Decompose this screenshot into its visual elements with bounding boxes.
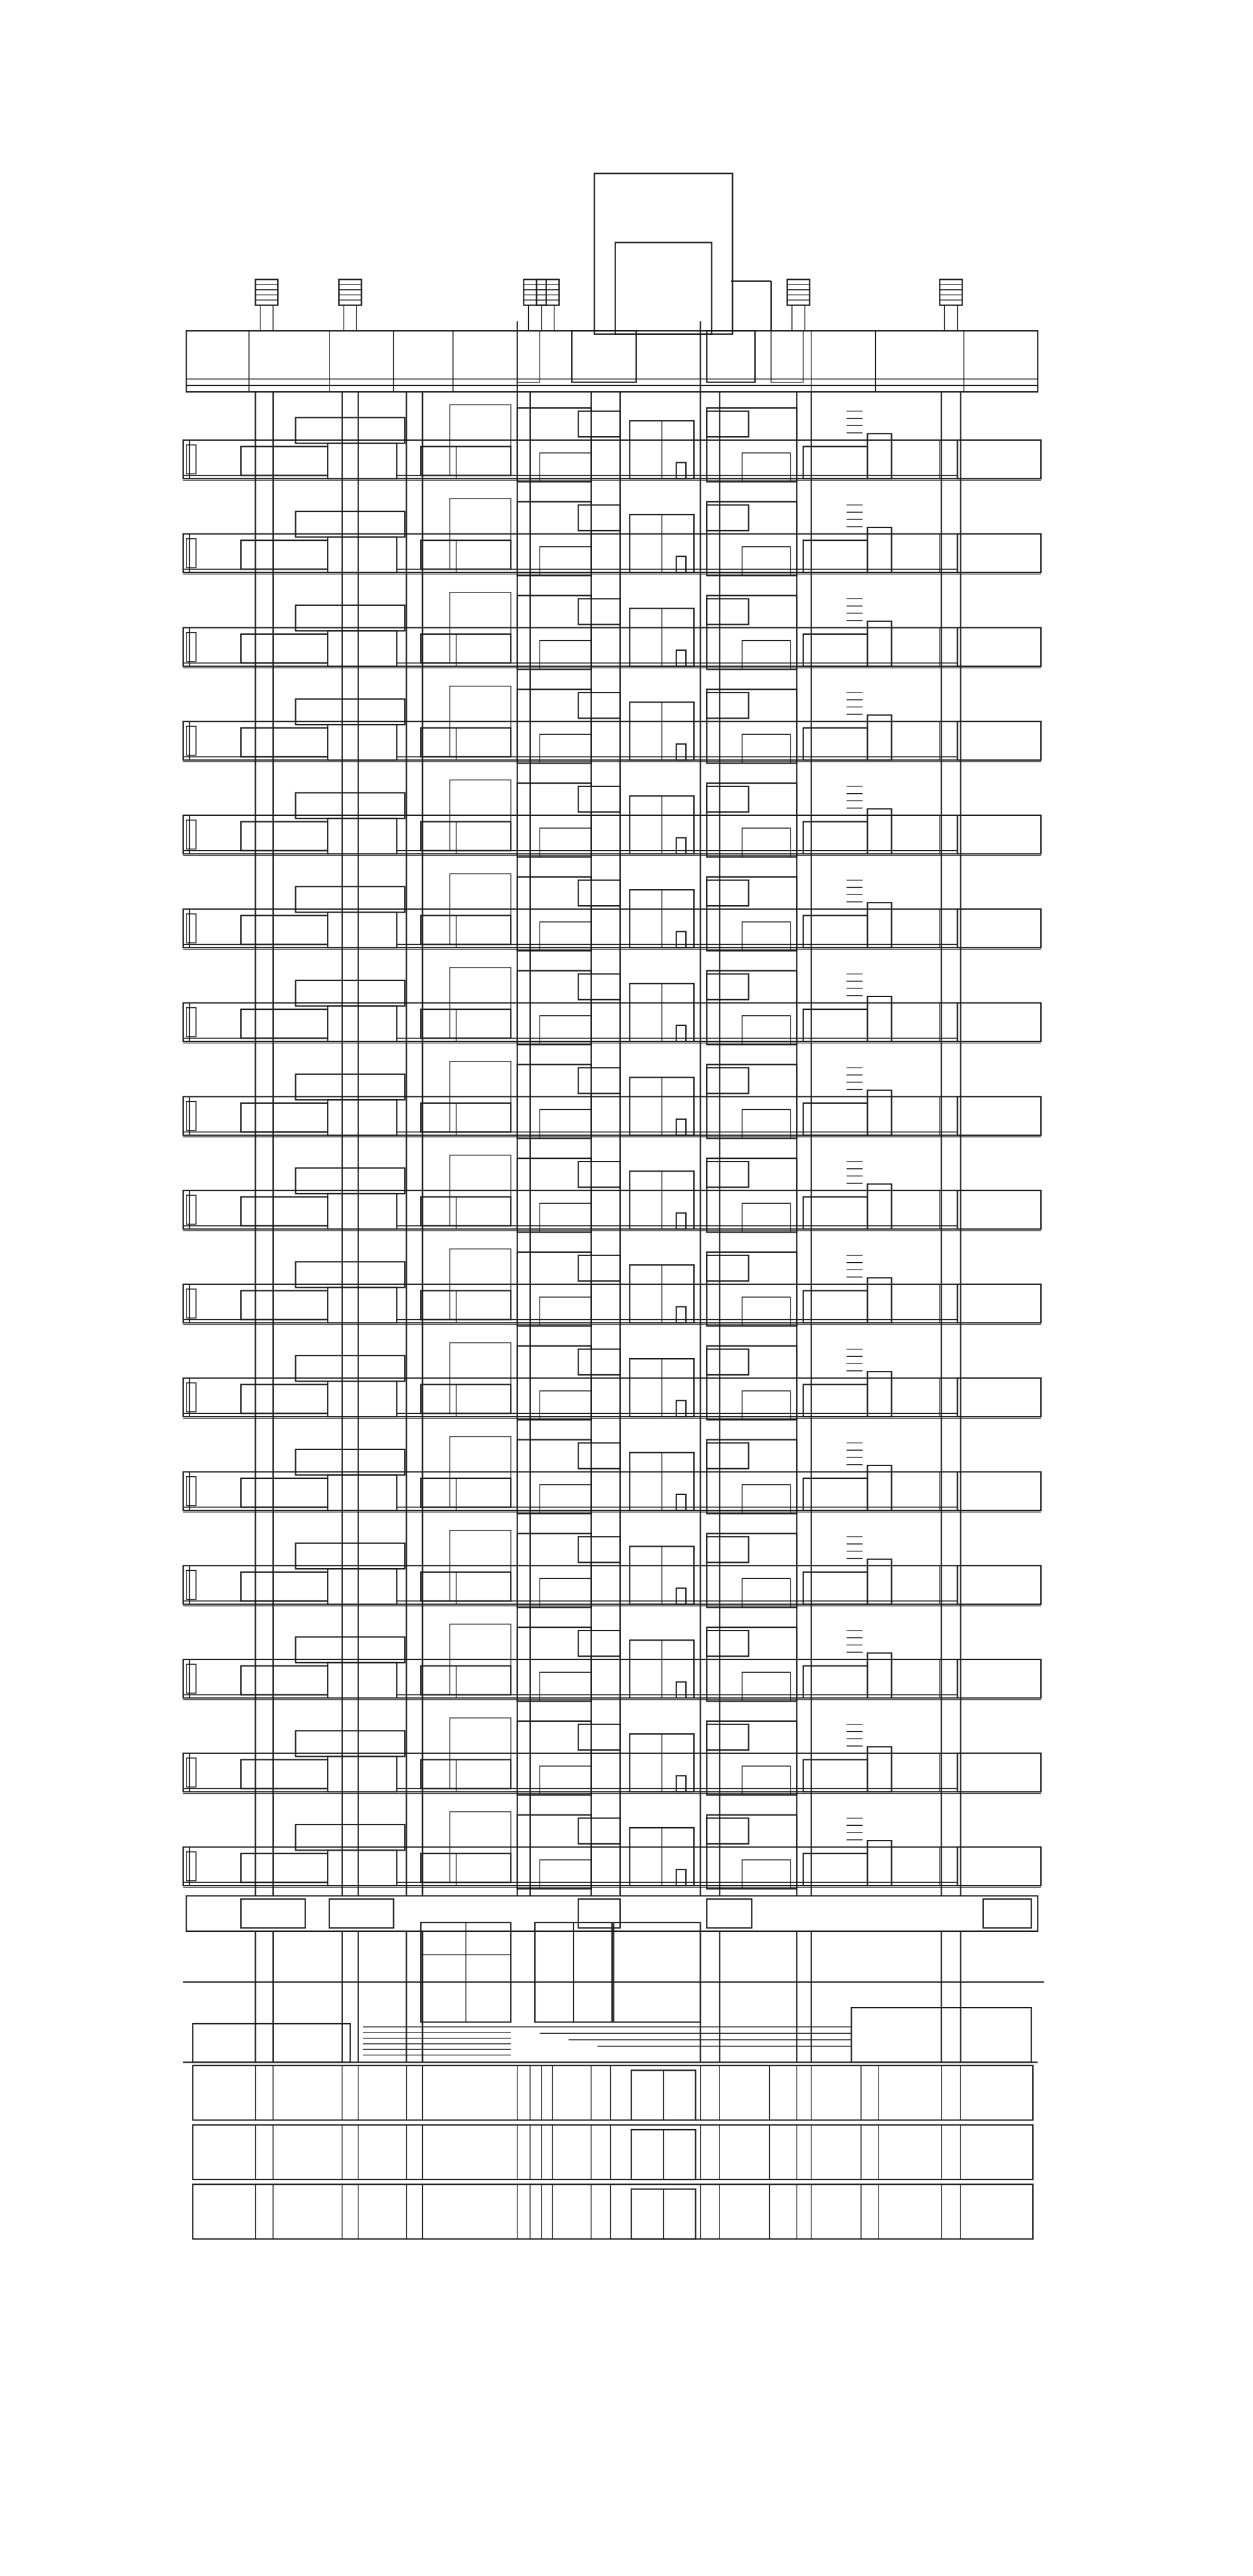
kitchen-cabinet [742, 828, 791, 857]
balcony-panel [803, 1290, 868, 1323]
rooftop-vent [523, 279, 546, 305]
balcony-panel [328, 819, 397, 854]
balcony-panel [803, 540, 868, 572]
window-frame [891, 440, 940, 478]
kitchen-cabinet [540, 1672, 591, 1701]
canopy-panel [241, 1899, 305, 1928]
kitchen-cabinet [540, 1766, 591, 1795]
balcony-panel [803, 1853, 868, 1886]
balcony-panel [328, 631, 397, 666]
balcony-panel [421, 822, 511, 851]
rooftop-vent [256, 279, 279, 305]
balcony-panel [421, 1009, 511, 1038]
window-frame [891, 534, 940, 572]
elevator-call [676, 837, 686, 854]
balcony-panel [958, 1096, 1041, 1135]
kitchen-cabinet [540, 1485, 591, 1514]
corridor-beam [707, 1537, 748, 1562]
balcony-panel [958, 1378, 1041, 1416]
balcony-panel [241, 540, 328, 569]
podium-level [193, 2065, 1033, 2120]
balcony-panel [328, 1475, 397, 1510]
balcony-panel [803, 1384, 868, 1416]
balcony-panel [328, 444, 397, 479]
window-frame [891, 1096, 940, 1135]
kitchen-cabinet [540, 641, 591, 670]
corridor-beam [579, 880, 620, 906]
elevator-call [676, 1869, 686, 1886]
balcony-panel [421, 728, 511, 757]
balcony-panel [328, 1100, 397, 1135]
balcony-panel [421, 1853, 511, 1882]
balcony-panel [328, 1381, 397, 1416]
corridor-beam [707, 411, 748, 437]
elevator-call [676, 931, 686, 947]
balcony-panel [421, 1666, 511, 1695]
kitchen-cabinet [540, 734, 591, 763]
balcony-panel [328, 1288, 397, 1323]
balcony-panel [328, 1006, 397, 1041]
floor-level [183, 1155, 1041, 1232]
canopy-panel [983, 1899, 1032, 1928]
elevator-call [676, 462, 686, 478]
planter-wall [193, 2024, 350, 2062]
balcony-rail [187, 726, 196, 755]
elevator-call [676, 1494, 686, 1510]
balcony-panel [958, 627, 1041, 666]
balcony-panel [421, 1478, 511, 1507]
balcony-panel [328, 1663, 397, 1698]
floor-level [183, 405, 1041, 482]
corridor-beam [707, 1162, 748, 1187]
balcony-panel [241, 1666, 328, 1695]
corridor-beam [707, 505, 748, 531]
lift-overrun [615, 242, 712, 333]
podium-level [193, 2125, 1033, 2179]
balcony-rail [187, 1195, 196, 1224]
window-frame [891, 815, 940, 854]
kitchen-cabinet [540, 1578, 591, 1607]
balcony-panel [241, 1853, 328, 1882]
balcony-panel [958, 534, 1041, 572]
elevator-call [676, 1306, 686, 1323]
elevator-call [676, 1588, 686, 1604]
balcony-panel [328, 1757, 397, 1792]
kitchen-cabinet [540, 922, 591, 951]
balcony-rail [187, 1758, 196, 1787]
kitchen-cabinet [742, 1578, 791, 1607]
kitchen-cabinet [742, 922, 791, 951]
balcony-panel [241, 1009, 328, 1038]
balcony-panel [421, 1572, 511, 1601]
podium-level-outline [193, 2184, 1033, 2238]
kitchen-cabinet [540, 1109, 591, 1138]
kitchen-cabinet [540, 1391, 591, 1420]
kitchen-cabinet [540, 1860, 591, 1889]
balcony-panel [241, 1290, 328, 1319]
balcony-panel [421, 1759, 511, 1788]
balcony-rail [187, 445, 196, 474]
floor-level [183, 593, 1041, 670]
kitchen-cabinet [540, 1297, 591, 1326]
balcony-panel [803, 1572, 868, 1604]
corridor-beam [707, 880, 748, 906]
corridor-beam [579, 1162, 620, 1187]
floor-level [183, 968, 1041, 1045]
kitchen-cabinet [540, 1203, 591, 1232]
balcony-panel [241, 446, 328, 475]
floor-level [183, 1624, 1041, 1701]
kitchen-cabinet [742, 734, 791, 763]
corridor-beam [579, 411, 620, 437]
balcony-panel [421, 915, 511, 944]
balcony-rail [187, 1102, 196, 1131]
corridor-beam [579, 692, 620, 718]
lobby-hall [613, 1922, 700, 2022]
elevator-call [676, 744, 686, 760]
balcony-panel [958, 1753, 1041, 1792]
podium-level [193, 2184, 1033, 2238]
residential-floors [183, 405, 1041, 1889]
balcony-panel [803, 446, 868, 478]
balcony-panel [803, 634, 868, 666]
window-frame [891, 1753, 940, 1792]
balcony-rail [187, 1383, 196, 1412]
balcony-panel [328, 1850, 397, 1886]
balcony-panel [241, 728, 328, 757]
balcony-panel [958, 1847, 1041, 1886]
kitchen-cabinet [742, 1109, 791, 1138]
floor-level [183, 686, 1041, 764]
corridor-beam [707, 1724, 748, 1750]
balcony-panel [958, 1003, 1041, 1041]
roof-plant-block [572, 331, 636, 382]
elevator-call [676, 1119, 686, 1135]
balcony-panel [958, 1284, 1041, 1323]
kitchen-cabinet [742, 1016, 791, 1045]
kitchen-cabinet [540, 547, 591, 576]
corridor-beam [579, 1255, 620, 1281]
roof-plant-block [771, 331, 803, 382]
balcony-panel [803, 728, 868, 760]
balcony-rail [187, 1664, 196, 1693]
balcony-panel [803, 1478, 868, 1510]
kitchen-cabinet [540, 828, 591, 857]
balcony-rail [187, 1008, 196, 1037]
floor-level [183, 780, 1041, 857]
canopy-panel [707, 1899, 752, 1928]
kitchen-cabinet [742, 1203, 791, 1232]
podium-basement [193, 2065, 1033, 2239]
corridor-beam [579, 599, 620, 624]
balcony-panel [241, 1384, 328, 1413]
corridor-beam [707, 1818, 748, 1844]
corridor-beam [707, 1631, 748, 1656]
corridor-beam [579, 1537, 620, 1562]
kitchen-cabinet [742, 1672, 791, 1701]
balcony-panel [958, 440, 1041, 478]
elevator-call [676, 1682, 686, 1698]
corridor-beam [707, 1349, 748, 1375]
elevator-call [676, 650, 686, 666]
balcony-panel [803, 822, 868, 854]
balcony-panel [241, 1759, 328, 1788]
balcony-panel [803, 1103, 868, 1135]
kitchen-cabinet [540, 1016, 591, 1045]
balcony-panel [421, 634, 511, 663]
balcony-panel [803, 1666, 868, 1698]
balcony-panel [958, 1565, 1041, 1604]
elevator-call [676, 1400, 686, 1416]
balcony-panel [241, 822, 328, 851]
balcony-panel [241, 1197, 328, 1226]
roof-plant-block [517, 331, 540, 382]
balcony-panel [421, 1384, 511, 1413]
canopy-panel [330, 1899, 394, 1928]
corridor-beam [579, 1349, 620, 1375]
balcony-panel [241, 1572, 328, 1601]
balcony-rail [187, 1289, 196, 1318]
balcony-panel [328, 913, 397, 948]
kitchen-cabinet [742, 1860, 791, 1889]
balcony-panel [241, 634, 328, 663]
corridor-beam [707, 1068, 748, 1093]
window-frame [891, 909, 940, 947]
balcony-panel [803, 1759, 868, 1792]
balcony-panel [328, 1569, 397, 1604]
floor-level [183, 1531, 1041, 1608]
roof-level [187, 174, 1038, 393]
floor-level [183, 874, 1041, 951]
podium-level-outline [193, 2065, 1033, 2120]
ground-lobby [183, 1896, 1044, 2062]
corridor-beam [579, 1068, 620, 1093]
corridor-beam [579, 1631, 620, 1656]
balcony-panel [803, 915, 868, 947]
kitchen-cabinet [742, 1297, 791, 1326]
window-frame [891, 1565, 940, 1604]
balcony-panel [421, 446, 511, 475]
window-frame [891, 1378, 940, 1416]
window-frame [891, 627, 940, 666]
podium-level-outline [193, 2125, 1033, 2179]
balcony-panel [958, 1659, 1041, 1698]
window-frame [891, 721, 940, 760]
floor-level [183, 1062, 1041, 1139]
balcony-panel [328, 537, 397, 572]
kitchen-cabinet [742, 1766, 791, 1795]
kitchen-cabinet [540, 453, 591, 482]
balcony-panel [803, 1009, 868, 1041]
window-frame [891, 1003, 940, 1041]
rooftop-vent [940, 279, 962, 305]
balcony-panel [328, 1194, 397, 1229]
kitchen-cabinet [742, 547, 791, 576]
floor-level [183, 1812, 1041, 1889]
balcony-panel [241, 1478, 328, 1507]
elevator-call [676, 556, 686, 572]
floor-level [183, 499, 1041, 576]
balcony-rail [187, 820, 196, 849]
corridor-beam [579, 974, 620, 999]
corridor-beam [707, 786, 748, 812]
balcony-panel [958, 815, 1041, 854]
balcony-rail [187, 1852, 196, 1881]
corridor-beam [707, 1443, 748, 1468]
kitchen-cabinet [742, 1485, 791, 1514]
balcony-panel [421, 540, 511, 569]
balcony-panel [421, 1103, 511, 1132]
corridor-beam [707, 599, 748, 624]
window-frame [891, 1190, 940, 1229]
elevator-call [676, 1775, 686, 1792]
corridor-beam [579, 505, 620, 531]
window-frame [891, 1472, 940, 1510]
floor-level [183, 1249, 1041, 1326]
balcony-rail [187, 633, 196, 662]
roof-plant-block [707, 331, 755, 382]
corridor-beam [579, 1818, 620, 1844]
corridor-beam [579, 1443, 620, 1468]
window-frame [891, 1284, 940, 1323]
balcony-panel [241, 1103, 328, 1132]
balcony-panel [958, 1472, 1041, 1510]
floor-level [183, 1718, 1041, 1795]
balcony-panel [958, 721, 1041, 760]
floor-level [183, 1343, 1041, 1420]
balcony-rail [187, 539, 196, 568]
corridor-beam [707, 1255, 748, 1281]
balcony-panel [241, 915, 328, 944]
elevator-call [676, 1213, 686, 1229]
balcony-rail [187, 1570, 196, 1599]
corridor-beam [579, 786, 620, 812]
window-frame [891, 1659, 940, 1698]
corridor-beam [707, 692, 748, 718]
balcony-panel [328, 725, 397, 760]
corridor-beam [579, 1724, 620, 1750]
kitchen-cabinet [742, 453, 791, 482]
balcony-panel [958, 1190, 1041, 1229]
rooftop-vent [787, 279, 810, 305]
balcony-panel [421, 1290, 511, 1319]
balcony-rail [187, 1477, 196, 1506]
rooftop-vent [536, 279, 559, 305]
elevator-call [676, 1025, 686, 1041]
balcony-panel [958, 909, 1041, 947]
kitchen-cabinet [742, 641, 791, 670]
corridor-beam [707, 974, 748, 999]
balcony-panel [803, 1197, 868, 1229]
floor-level [183, 1437, 1041, 1514]
balcony-panel [421, 1197, 511, 1226]
kitchen-cabinet [742, 1391, 791, 1420]
rooftop-vent [339, 279, 362, 305]
window-frame [891, 1847, 940, 1886]
balcony-rail [187, 914, 196, 943]
